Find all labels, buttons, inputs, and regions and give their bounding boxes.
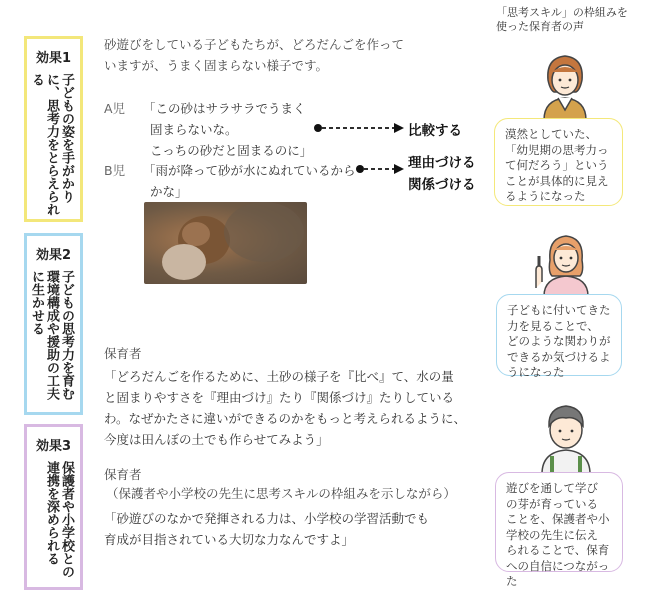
effect-text: 子どもの姿を手がかりに、思考力をとらえられる — [29, 73, 74, 216]
teacher-voice-bubble-1: 漠然としていた、 「幼児期の思考力っ て何だろう」という ことが具体的に見え るようになった — [494, 118, 623, 206]
reason-relate-labels: 理由づける 関係づける — [408, 155, 476, 193]
teacher-1-avatar — [536, 50, 594, 122]
child-b-quote: 「雨が降って砂が水にぬれているから かな」 — [143, 163, 356, 199]
effect-text: 保護者や小学校との連携を深められる — [44, 461, 74, 578]
effect-text: 子どもの思考力を育む環境構成や援助の工夫に生かせる — [29, 270, 74, 400]
effect-box-3 — [24, 424, 83, 590]
mud-ball-photo — [144, 202, 307, 284]
voices-header: 「思考スキル」の枠組みを 使った保育者の声 — [496, 6, 628, 33]
compare-label: 比較する — [408, 123, 462, 139]
effect-number: 効果1 — [35, 51, 72, 66]
effect-box-1 — [24, 36, 83, 222]
teacher-voice-bubble-3: 遊びを通して学び の芽が育っている ことを、保護者や小 学校の先生に伝え られることで、保育 への自信につながった — [495, 472, 623, 572]
section3-quote: 「砂遊びのなかで発揮される力は、小学校の学習活動でも 育成が目指されている大切な力なんですよ」 — [104, 511, 430, 547]
section3-note: （保護者や小学校の先生に思考スキルの枠組みを示しながら） — [106, 486, 456, 501]
thinking-arrows — [310, 118, 406, 180]
teacher-3-avatar — [532, 400, 600, 474]
teacher-voice-bubble-2: 子どもに付いてきた 力を見ることで、 どのような関わりが できるか気づけるよ うになった — [496, 294, 622, 376]
teacher-2-avatar — [530, 230, 598, 296]
intro-text: 砂遊びをしている子どもたちが、どろだんごを作って いますが、うまく固まらない様子です。 — [104, 37, 405, 73]
child-a-label: A児 — [104, 101, 126, 116]
section3-speaker: 保育者 — [104, 467, 142, 482]
section2-quote: 「どろだんごを作るために、土砂の様子を『比べ』て、水の量 と固まりやすさを『理由づけ』たり『関係づけ』たりしている わ。なぜかたさに違いができるのかをもっと考えられるように、 今度は田んぼの土でも作らせてみよう」 — [104, 369, 467, 447]
section2-speaker: 保育者 — [104, 346, 142, 361]
child-a-quote: 「この砂はサラサラでうまく 固まらないな。 こっちの砂だと固まるのに」 — [143, 101, 313, 158]
effect-number: 効果2 — [35, 248, 72, 263]
child-b-label: B児 — [104, 163, 126, 178]
effect-box-2 — [24, 233, 83, 415]
effect-number: 効果3 — [35, 439, 72, 454]
